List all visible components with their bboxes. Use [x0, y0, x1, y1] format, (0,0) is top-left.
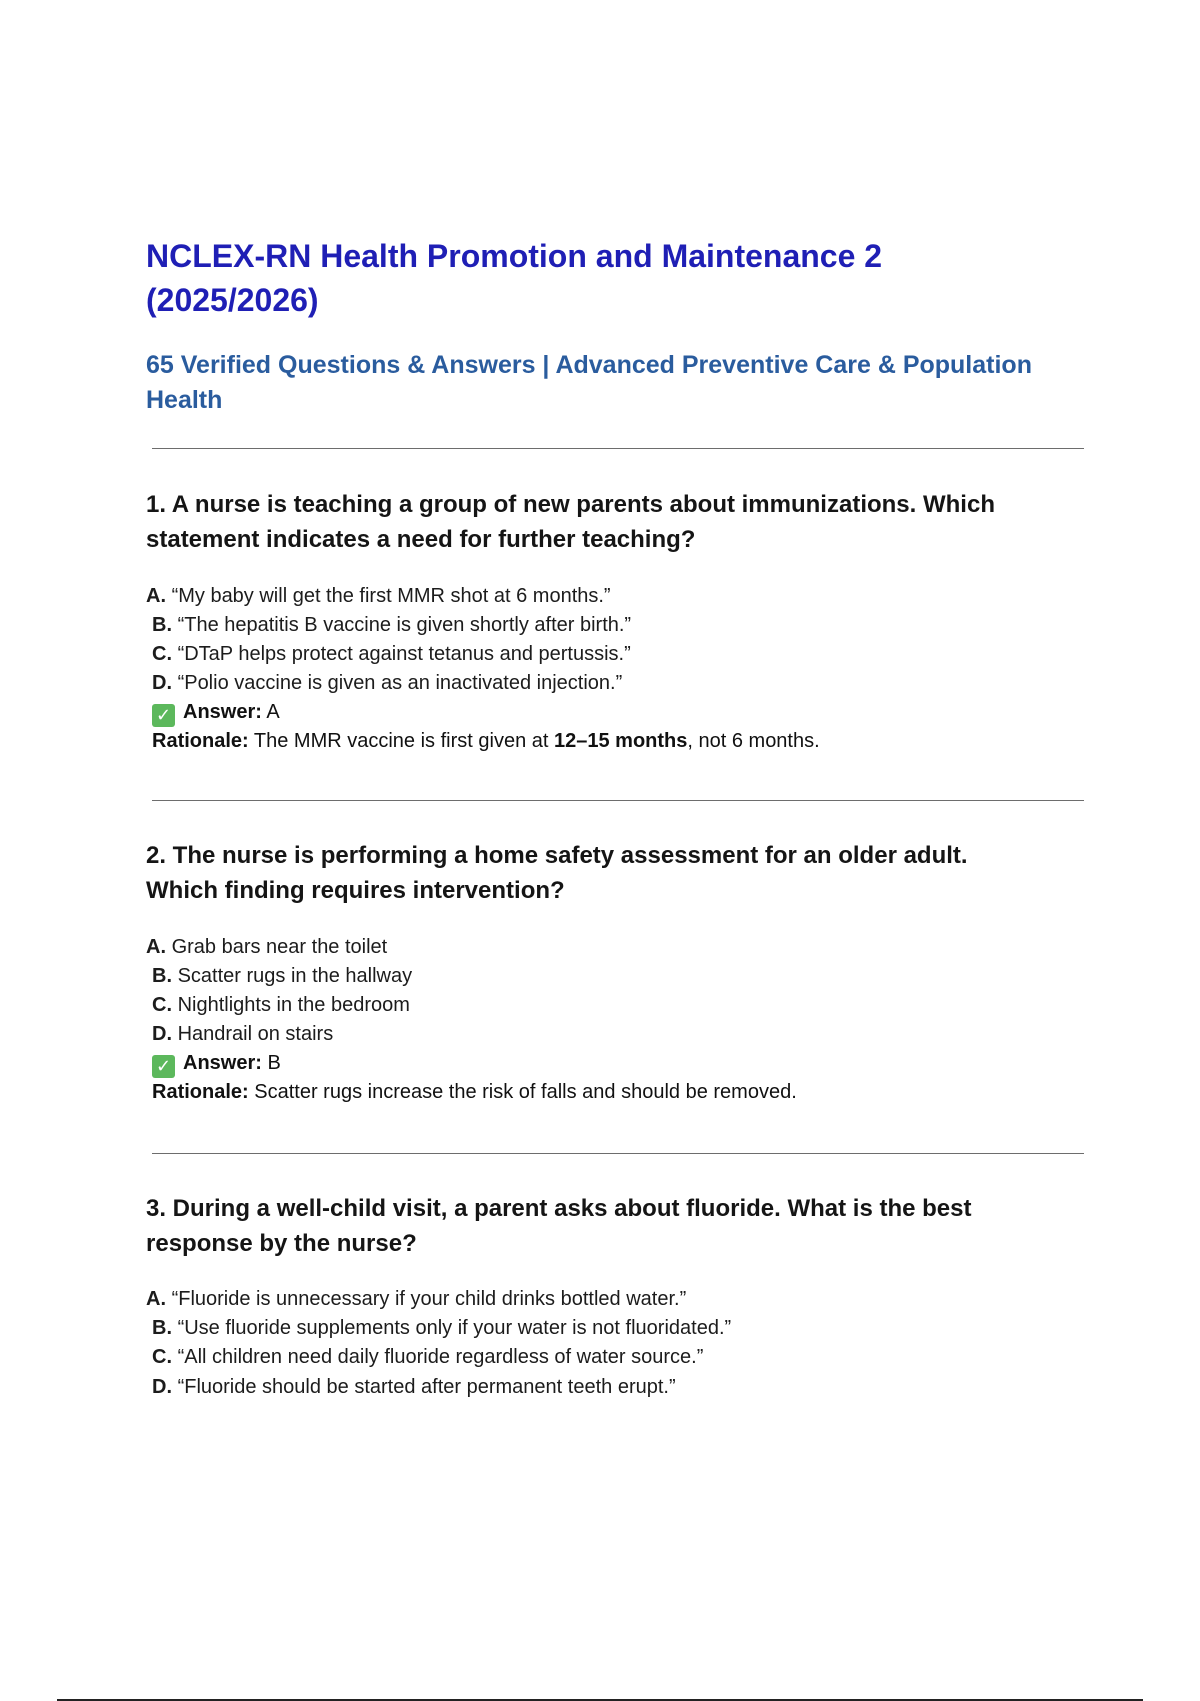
divider: [152, 448, 1084, 449]
page-subtitle: [146, 348, 1086, 418]
question-2-rationale: Rationale: Scatter rugs increase the risk of falls and should be removed.: [152, 1081, 797, 1103]
question-3-option-d: D. “Fluoride should be started after permanent teeth erupt.”: [152, 1376, 676, 1398]
question-2-option-d: D. Handrail on stairs: [152, 1023, 334, 1045]
question-3-text: [146, 1191, 1086, 1261]
question-1-rationale: Rationale: The MMR vaccine is first given at 12–15 months, not 6 months.: [152, 730, 820, 752]
question-2-text: [146, 838, 1086, 908]
page-title: [146, 234, 1046, 322]
divider: [152, 800, 1084, 801]
checkmark-icon: ✓: [152, 704, 175, 727]
question-1-option-b: B. “The hepatitis B vaccine is given shortly after birth.”: [152, 614, 632, 636]
question-1-option-a: A. “My baby will get the first MMR shot at 6 months.”: [146, 585, 611, 607]
question-2-option-a: A. Grab bars near the toilet: [146, 936, 388, 958]
question-3-line-1: 3. During a well-child visit, a parent asks about fluoride. What is the best: [146, 1195, 972, 1222]
question-2-line-1: 2. The nurse is performing a home safety assessment for an older adult.: [146, 842, 968, 869]
question-1-line-1: 1. A nurse is teaching a group of new parents about immunizations. Which: [146, 491, 995, 518]
question-3-line-2: response by the nurse?: [146, 1230, 417, 1257]
divider: [152, 1153, 1084, 1154]
checkmark-icon: ✓: [152, 1055, 175, 1078]
question-1-option-c: C. “DTaP helps protect against tetanus and pertussis.”: [152, 643, 631, 665]
title-line-2: (2025/2026): [146, 282, 319, 318]
question-1-text: [146, 487, 1086, 557]
question-1-line-2: statement indicates a need for further teaching?: [146, 526, 696, 553]
title-line-1: NCLEX-RN Health Promotion and Maintenance 2: [146, 238, 883, 274]
question-1-answer: ✓ Answer: A: [152, 698, 280, 727]
question-2-option-c: C. Nightlights in the bedroom: [152, 994, 410, 1016]
question-2-option-b: B. Scatter rugs in the hallway: [152, 965, 413, 987]
subtitle-line-2: Health: [146, 386, 223, 414]
question-3-option-b: B. “Use fluoride supplements only if your water is not fluoridated.”: [152, 1317, 732, 1339]
question-2-answer: ✓ Answer: B: [152, 1049, 281, 1078]
question-3-option-a: A. “Fluoride is unnecessary if your child drinks bottled water.”: [146, 1288, 687, 1310]
question-1-option-d: D. “Polio vaccine is given as an inactivated injection.”: [152, 672, 623, 694]
question-3-option-c: C. “All children need daily fluoride regardless of water source.”: [152, 1346, 704, 1368]
question-2-line-2: Which finding requires intervention?: [146, 877, 565, 904]
subtitle-line-1: 65 Verified Questions & Answers | Advanced Preventive Care & Population: [146, 351, 1032, 379]
